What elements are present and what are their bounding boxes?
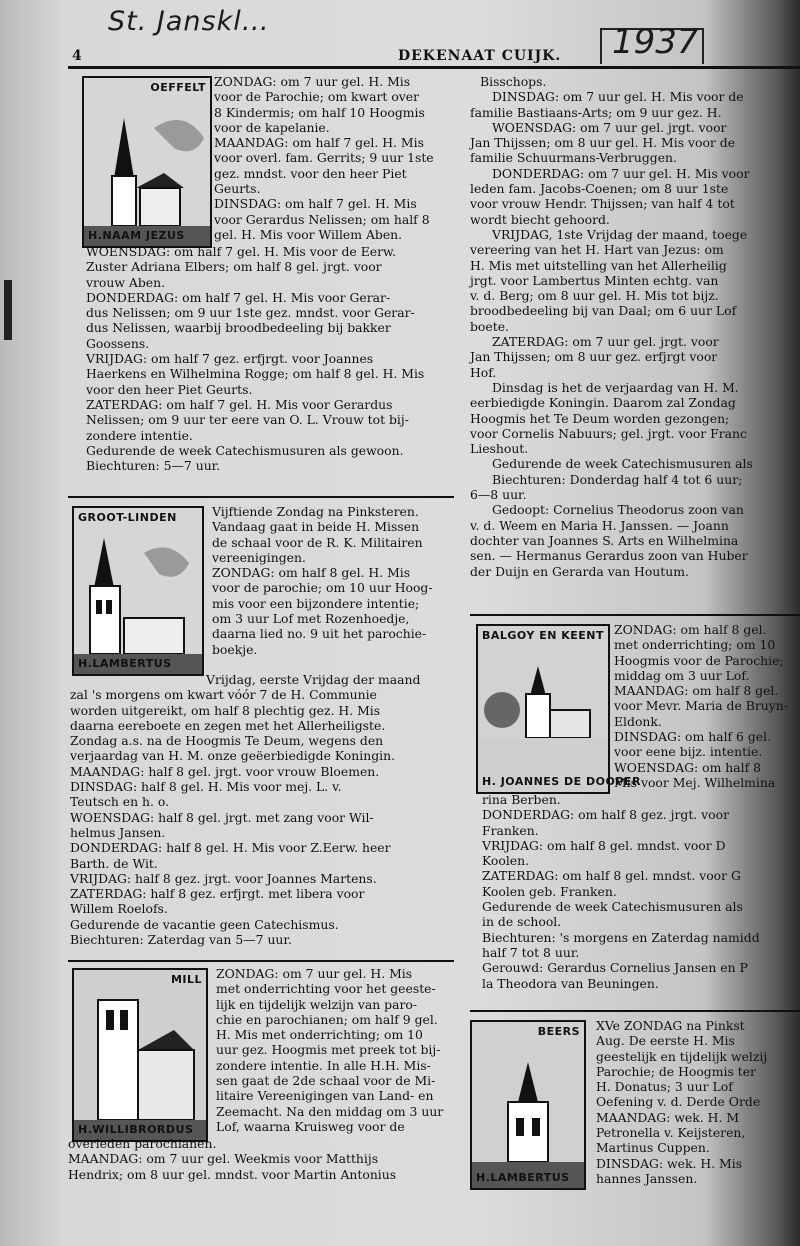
text-line: Geurts. [214,181,261,197]
text-line: MAANDAG: om half 8 gel. [614,683,779,699]
text-line: Zuster Adriana Elbers; om half 8 gel. jrgt. voor [86,259,382,275]
text-line: familie Bastiaans-Arts; om 9 uur gez. H. [470,104,722,120]
text-line: Vrijdag, eerste Vrijdag der maand [206,672,421,687]
text-line: Biechturen: Donderdag half 4 tot 6 uur; [492,471,743,487]
text-line: hannes Janssen. [596,1170,698,1186]
text-line: WOENSDAG: om half 8 [614,759,762,775]
text-line: Franken. [482,822,539,838]
text-line: vereering van het H. Hart van Jezus: om [470,242,724,258]
text-line: dochter van Joannes S. Arts en Wilhelmina [470,532,739,548]
balgoy-side-text [614,622,788,790]
oeffelt-full-text [86,244,424,473]
header-rule [68,66,800,69]
left-column [68,74,454,1246]
oeffelt-logo-saint: H.NAAM JEZUS [88,228,185,242]
text-line: Biechturen: Zaterdag van 5—7 uur. [70,932,292,948]
text-line: ZONDAG: om 7 uur gel. H. Mis [214,74,411,89]
text-line: half 7 tot 8 uur. [482,944,580,960]
text-line: Aug. De eerste H. Mis [596,1033,735,1049]
text-line: daarna eereboete en zegen met het Allerheiligste. [70,717,386,733]
groot-linden-side-text [212,504,433,657]
text-line: XVe ZONDAG na Pinkst [596,1018,745,1033]
text-line: VRIJDAG: half 8 gez. jrgt. voor Joannes Martens. [70,870,377,886]
text-line: Jan Thijssen; om 8 uur gel. H. Mis voor de [470,135,736,151]
text-line: rina Berben. [482,792,561,807]
text-line: boekje. [212,641,258,657]
text-line: Gedurende de vacantie geen Catechismus. [70,916,339,932]
text-line: met onderrichting voor het geeste- [216,981,436,997]
text-line: dus Nelissen; om 9 uur 1ste gez. mndst. voor Gerar- [86,305,415,321]
text-line: uur gez. Hoogmis met preek tot bij- [216,1042,441,1058]
text-line: Teutsch en h. o. [70,794,170,810]
text-line: WOENSDAG: half 8 gel. jrgt. met zang voor Wil- [70,809,374,825]
text-line: Martinus Cuppen. [596,1140,710,1156]
text-line: Nelissen; om 9 uur ter eere van O. L. Vrouw tot bij- [86,412,409,428]
text-line: v. d. Weem en Maria H. Janssen. — Joann [470,517,729,533]
mill-side-text [216,966,443,1134]
text-line: familie Schuurmans-Verbruggen. [470,150,677,166]
text-line: ZATERDAG: om 7 uur gel. jrgt. voor [492,334,719,350]
text-line: der Duijn en Gerarda van Houtum. [470,563,689,579]
text-line: Gedoopt: Cornelius Theodorus zoon van [492,502,744,518]
text-line: middag om 3 uur Lof. [614,667,750,683]
text-line: litaire Vereenigingen van Land- en [216,1088,434,1104]
text-line: voor de Parochie; om kwart over [214,89,420,105]
text-line: sen. — Hermanus Gerardus zoon van Huber [470,548,748,564]
mill-full-text [68,1136,396,1182]
text-line: ZONDAG: om half 8 gel. [614,622,767,637]
balgoy-full-text [482,792,760,991]
beers-logo [470,1020,586,1190]
section-divider [470,614,800,616]
text-line: Hoogmis voor de Parochie; [614,652,784,668]
text-line: broodbedeeling bij van Daal; om 6 uur Lof [470,303,737,319]
text-line: Hendrix; om 8 uur gel. mndst. voor Martin Antonius [68,1166,397,1182]
scan-binding-mark [4,280,12,340]
text-line: VRIJDAG: om half 8 gel. mndst. voor D [482,837,726,853]
text-line: DINSDAG: half 8 gel. H. Mis voor mej. L. v. [70,779,342,795]
church-tower-icon [472,1022,584,1188]
text-line: voor vrouw Hendr. Thijssen; van half 4 tot [470,196,735,212]
church-tower-icon [478,626,608,792]
groot-linden-full-text [70,672,420,947]
text-line: Biechturen: 's morgens en Zaterdag namidd [482,929,760,945]
text-line: Lieshout. [470,441,529,457]
text-line: lijk en tijdelijk welzijn van paro- [216,996,418,1012]
text-line: DONDERDAG: half 8 gel. H. Mis voor Z.Eerw. heer [70,840,391,856]
text-line: ZATERDAG: half 8 gez. erfjrgt. met libera voor [70,886,365,902]
text-line: voor overl. fam. Gerrits; 9 uur 1ste [214,150,434,166]
text-line: wordt biecht gehoord. [470,211,610,227]
groot-linden-logo-saint: H.LAMBERTUS [78,656,172,670]
text-line: sen gaat de 2de schaal voor de Mi- [216,1073,436,1089]
oeffelt-side-text [214,74,434,242]
mill-logo [72,968,208,1142]
text-line: H. Mis met onderrichting; om 10 [216,1027,423,1043]
church-tower-icon [74,508,202,674]
text-line: DINSDAG: wek. H. Mis [596,1155,743,1171]
text-line: boete. [470,318,509,334]
text-line: MAANDAG: wek. H. M [596,1109,740,1125]
oeffelt-logo-place: OEFFELT [150,81,206,94]
text-line: Zondag a.s. na de Hoogmis Te Deum, wegens den [70,733,384,749]
church-tower-icon [84,78,210,246]
text-line: dus Nelissen, waarbij broodbedeeling bij bakker [86,320,391,336]
mill-logo-saint: H.WILLIBRORDUS [78,1122,194,1136]
page-number: 4 [72,48,82,64]
text-line: in de school. [482,914,562,930]
text-line: Gedurende de week Catechismusuren als [482,899,743,915]
text-line: Haerkens en Wilhelmina Rogge; om half 8 gel. H. Mis [86,366,425,382]
text-line: MAANDAG: half 8 gel. jrgt. voor vrouw Bloemen. [70,763,380,779]
text-line: helmus Jansen. [70,824,166,840]
text-line: Oefening v. d. Derde Orde [596,1094,761,1110]
text-line: zondere intentie. In alle H.H. Mis- [216,1057,431,1073]
text-line: Koolen. [482,853,530,869]
text-line: overleden parochianen. [68,1136,217,1151]
text-line: Parochie; de Hoogmis ter [596,1063,756,1079]
balgoy-logo-place: BALGOY EN KEENT [482,629,605,642]
text-line: 6—8 uur. [470,487,527,503]
text-line: Eldonk. [614,713,662,729]
text-line: Petronella v. Keijsteren, [596,1125,746,1141]
beers-side-text [596,1018,767,1186]
text-line: gel. H. Mis voor Willem Aben. [214,226,403,242]
text-line: vrouw Aben. [86,274,166,290]
text-line: DINSDAG: om half 6 gel. [614,729,772,745]
text-line: ZATERDAG: om half 8 gel. mndst. voor G [482,868,741,884]
text-line: Hoogmis het Te Deum worden gezongen; [470,410,730,426]
text-line: de schaal voor de R. K. Militairen [212,534,423,550]
text-line: ZONDAG: om 7 uur gel. H. Mis [216,966,413,981]
text-line: MAANDAG: om half 7 gel. H. Mis [214,135,424,151]
mill-logo-place: MILL [170,973,202,986]
text-line: om 3 uur Lof met Rozenhoedje, [212,611,410,627]
text-line: voor Cornelis Nabuurs; gel. jrgt. voor Franc [470,425,747,441]
text-line: Vijftiende Zondag na Pinksteren. [212,504,419,519]
oeffelt-logo [82,76,212,248]
text-line: DONDERDAG: om half 7 gel. H. Mis voor Gerar- [86,289,391,305]
text-line: verjaardag van H. M. onze geëerbiedigde Koningin. [70,748,396,764]
groot-linden-logo-place: GROOT-LINDEN [78,511,177,524]
text-line: Vandaag gaat in beide H. Missen [212,519,420,535]
text-line: DINSDAG: om 7 uur gel. H. Mis voor de [492,89,744,105]
text-line: mis voor een bijzondere intentie; [212,595,420,611]
text-line: Lof, waarna Kruisweg voor de [216,1118,405,1134]
text-line: Hof. [470,364,497,380]
text-line: Koolen geb. Franken. [482,883,617,899]
text-line: zondere intentie. [86,427,193,443]
text-line: Willem Roelofs. [70,901,168,917]
text-line: voor den heer Piet Geurts. [86,381,253,397]
text-line: jrgt. voor Lambertus Minten echtg. van [470,272,719,288]
section-divider [68,960,454,962]
groot-linden-logo [72,506,204,676]
text-line: voor de kapelanie. [214,119,330,135]
text-line: voor de parochie; om 10 uur Hoog- [212,580,433,596]
text-line: Mis voor Mej. Wilhelmina [614,774,776,790]
beers-logo-place: BEERS [537,1025,580,1038]
section-divider [68,496,454,498]
text-line: Bisschops. [480,74,547,89]
text-line: 8 Kindermis; om half 10 Hoogmis [214,104,425,120]
beers-logo-saint: H.LAMBERTUS [476,1170,570,1184]
text-line: v. d. Berg; om 8 uur gel. H. Mis tot bijz. [470,288,719,304]
text-line: voor Gerardus Nelissen; om half 8 [214,211,430,227]
text-line: chie en parochianen; om half 9 gel. [216,1011,438,1027]
text-line: vereenigingen. [212,549,306,565]
handwritten-year: 1937 [612,22,699,62]
text-line: Dinsdag is het de verjaardag van H. M. [492,379,739,395]
text-line: WOENSDAG: om half 7 gel. H. Mis voor de Eerw. [86,244,397,259]
church-tower-icon [74,970,206,1140]
text-line: voor Mevr. Maria de Bruyn- [614,698,788,714]
text-line: H. Donatus; 3 uur Lof [596,1079,733,1095]
text-line: DONDERDAG: om 7 uur gel. H. Mis voor [492,165,750,181]
balgoy-logo-saint: H. JOANNES DE DOOPER [482,774,641,788]
text-line: Jan Thijssen; om 8 uur gez. erfjrgt voor [470,349,718,365]
text-line: Goossens. [86,335,150,351]
right-column [470,74,800,1246]
text-line: la Theodora van Beuningen. [482,975,659,991]
text-line: Zeemacht. Na den middag om 3 uur [216,1103,444,1119]
text-line: Gedurende de week Catechismusuren als [492,456,753,472]
text-line: zal 's morgens om kwart vóór 7 de H. Communie [70,687,377,703]
text-line: MAANDAG: om 7 uur gel. Weekmis voor Matthijs [68,1151,379,1167]
text-line: Gedurende de week Catechismusuren als gewoon. [86,442,404,458]
text-line: met onderrichting; om 10 [614,637,776,653]
text-line: DINSDAG: om half 7 gel. H. Mis [214,196,417,212]
text-line: eerbiedigde Koningin. Daarom zal Zondag [470,395,736,411]
right-continuation [470,74,800,579]
text-line: voor eene bijz. intentie. [614,744,763,760]
text-line: H. Mis met uitstelling van het Allerheilig [470,257,727,273]
text-line: worden uitgereikt, om half 8 plechtig gez. H. Mis [70,702,381,718]
text-line: DONDERDAG: om half 8 gez. jrgt. voor [482,807,730,823]
text-line: gez. mndst. voor den heer Piet [214,165,407,181]
text-line: Biechturen: 5—7 uur. [86,458,221,474]
handwritten-note: St. Janskl… [108,6,270,37]
text-line: Gerouwd: Gerardus Cornelius Jansen en P [482,960,748,976]
section-divider [470,1010,800,1012]
page-title: DEKENAAT CUIJK. [398,48,562,64]
text-line: VRIJDAG, 1ste Vrijdag der maand, toege [492,226,748,242]
text-line: geestelijk en tijdelijk welzij [596,1048,768,1064]
text-line: daarna lied no. 9 uit het parochie- [212,626,427,642]
text-line: ZONDAG: om half 8 gel. H. Mis [212,565,411,581]
text-line: leden fam. Jacobs-Coenen; om 8 uur 1ste [470,181,729,197]
text-line: ZATERDAG: om half 7 gel. H. Mis voor Gerardus [86,396,393,412]
text-line: WOENSDAG: om 7 uur gel. jrgt. voor [492,119,727,135]
text-line: VRIJDAG: om half 7 gez. erfjrgt. voor Joannes [86,351,374,367]
text-line: Barth. de Wit. [70,855,158,871]
